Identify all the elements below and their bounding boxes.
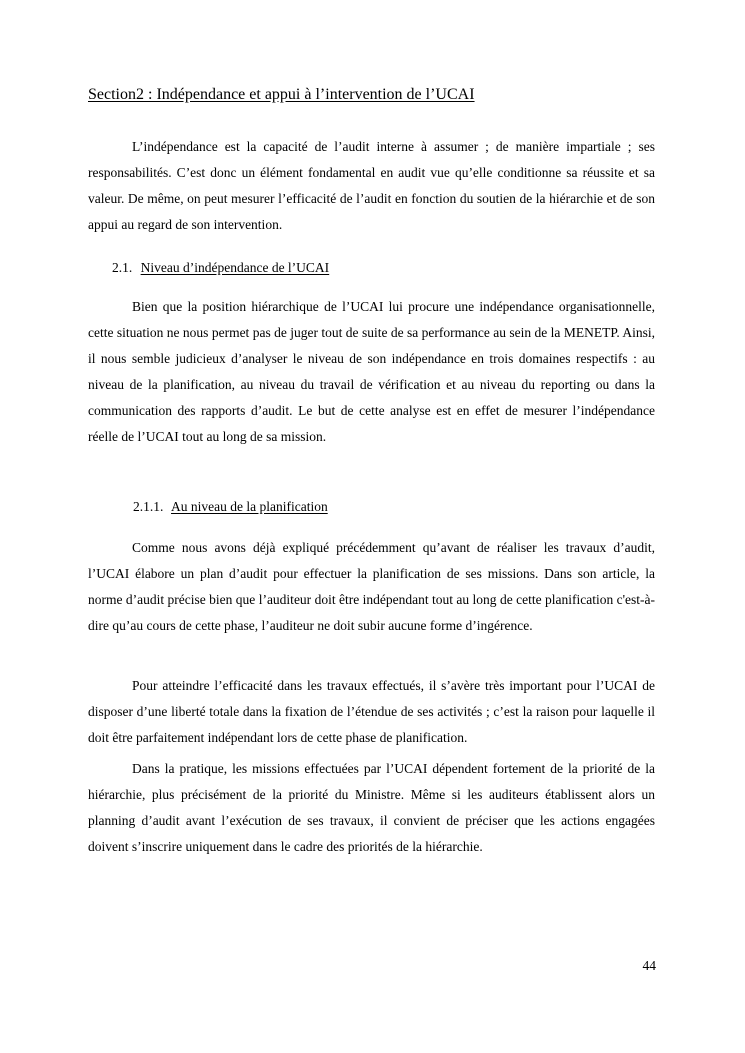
subsection-2-1-title: Niveau d’indépendance de l’UCAI (140, 260, 330, 275)
subsection-2-1-1-heading (133, 496, 328, 518)
page-number: 44 (642, 958, 656, 973)
subsection-2-1-1-number: 2.1.1. (133, 499, 164, 514)
subsection-2-1-number: 2.1. (112, 260, 133, 275)
subsection-2-1-1-title: Au niveau de la planification (171, 499, 328, 514)
subsection-2-1-paragraph: Bien que la position hiérarchique de l’UCAI lui procure une indépendance organisationnelle, cette situation ne nous permet pas de juger tout de suite de sa performance au sein de la MENETP. Ainsi, il nous semble judicieux d’analyser le niveau de son indépendance en trois domaines respectifs : au niveau de la planification, au niveau du travail de vérification et au niveau du reporting ou dans la communication des rapports d’audit. Le but de cette analyse est en effet de mesurer l’indépendance réelle de l’UCAI tout au long de sa mission. (88, 299, 655, 444)
subsection-2-1-1-paragraph-2: Pour atteindre l’efficacité dans les travaux effectués, il s’avère très important pour l’UCAI de disposer d’une liberté totale dans la fixation de l’étendue de ses activités ; c’est la raison pour laquelle il doit être parfaitement indépendant lors de cette phase de planification. (88, 678, 655, 745)
section-title: Section2 : Indépendance et appui à l’intervention de l’UCAI (88, 86, 475, 103)
subsection-2-1-1-paragraph-3: Dans la pratique, les missions effectuées par l’UCAI dépendent fortement de la priorité de la hiérarchie, plus précisément de la priorité du Ministre. Même si les auditeurs établissent alors un planning d’audit avant l’exécution de ses travaux, il convient de préciser que les actions engagées doivent s’inscrire uniquement dans le cadre des priorités de la hiérarchie. (88, 761, 655, 854)
subsection-2-1-heading (112, 257, 329, 279)
subsection-2-1-1-paragraph-1: Comme nous avons déjà expliqué précédemment qu’avant de réaliser les travaux d’audit, l’UCAI élabore un plan d’audit pour effectuer la planification de ses missions. Dans son article, la norme d’audit précise bien que l’auditeur doit être indépendant tout au long de cette planification c'est-à-dire qu’au cours de cette phase, l’auditeur ne doit subir aucune forme d’ingérence. (88, 540, 655, 633)
section-intro-paragraph: L’indépendance est la capacité de l’audit interne à assumer ; de manière impartiale ; ses responsabilités. C’est donc un élément fondamental en audit vue qu’elle conditionne sa réussite et sa valeur. De même, on peut mesurer l’efficacité de l’audit en fonction du soutien de la hiérarchie et de son appui au regard de son intervention. (88, 139, 655, 232)
